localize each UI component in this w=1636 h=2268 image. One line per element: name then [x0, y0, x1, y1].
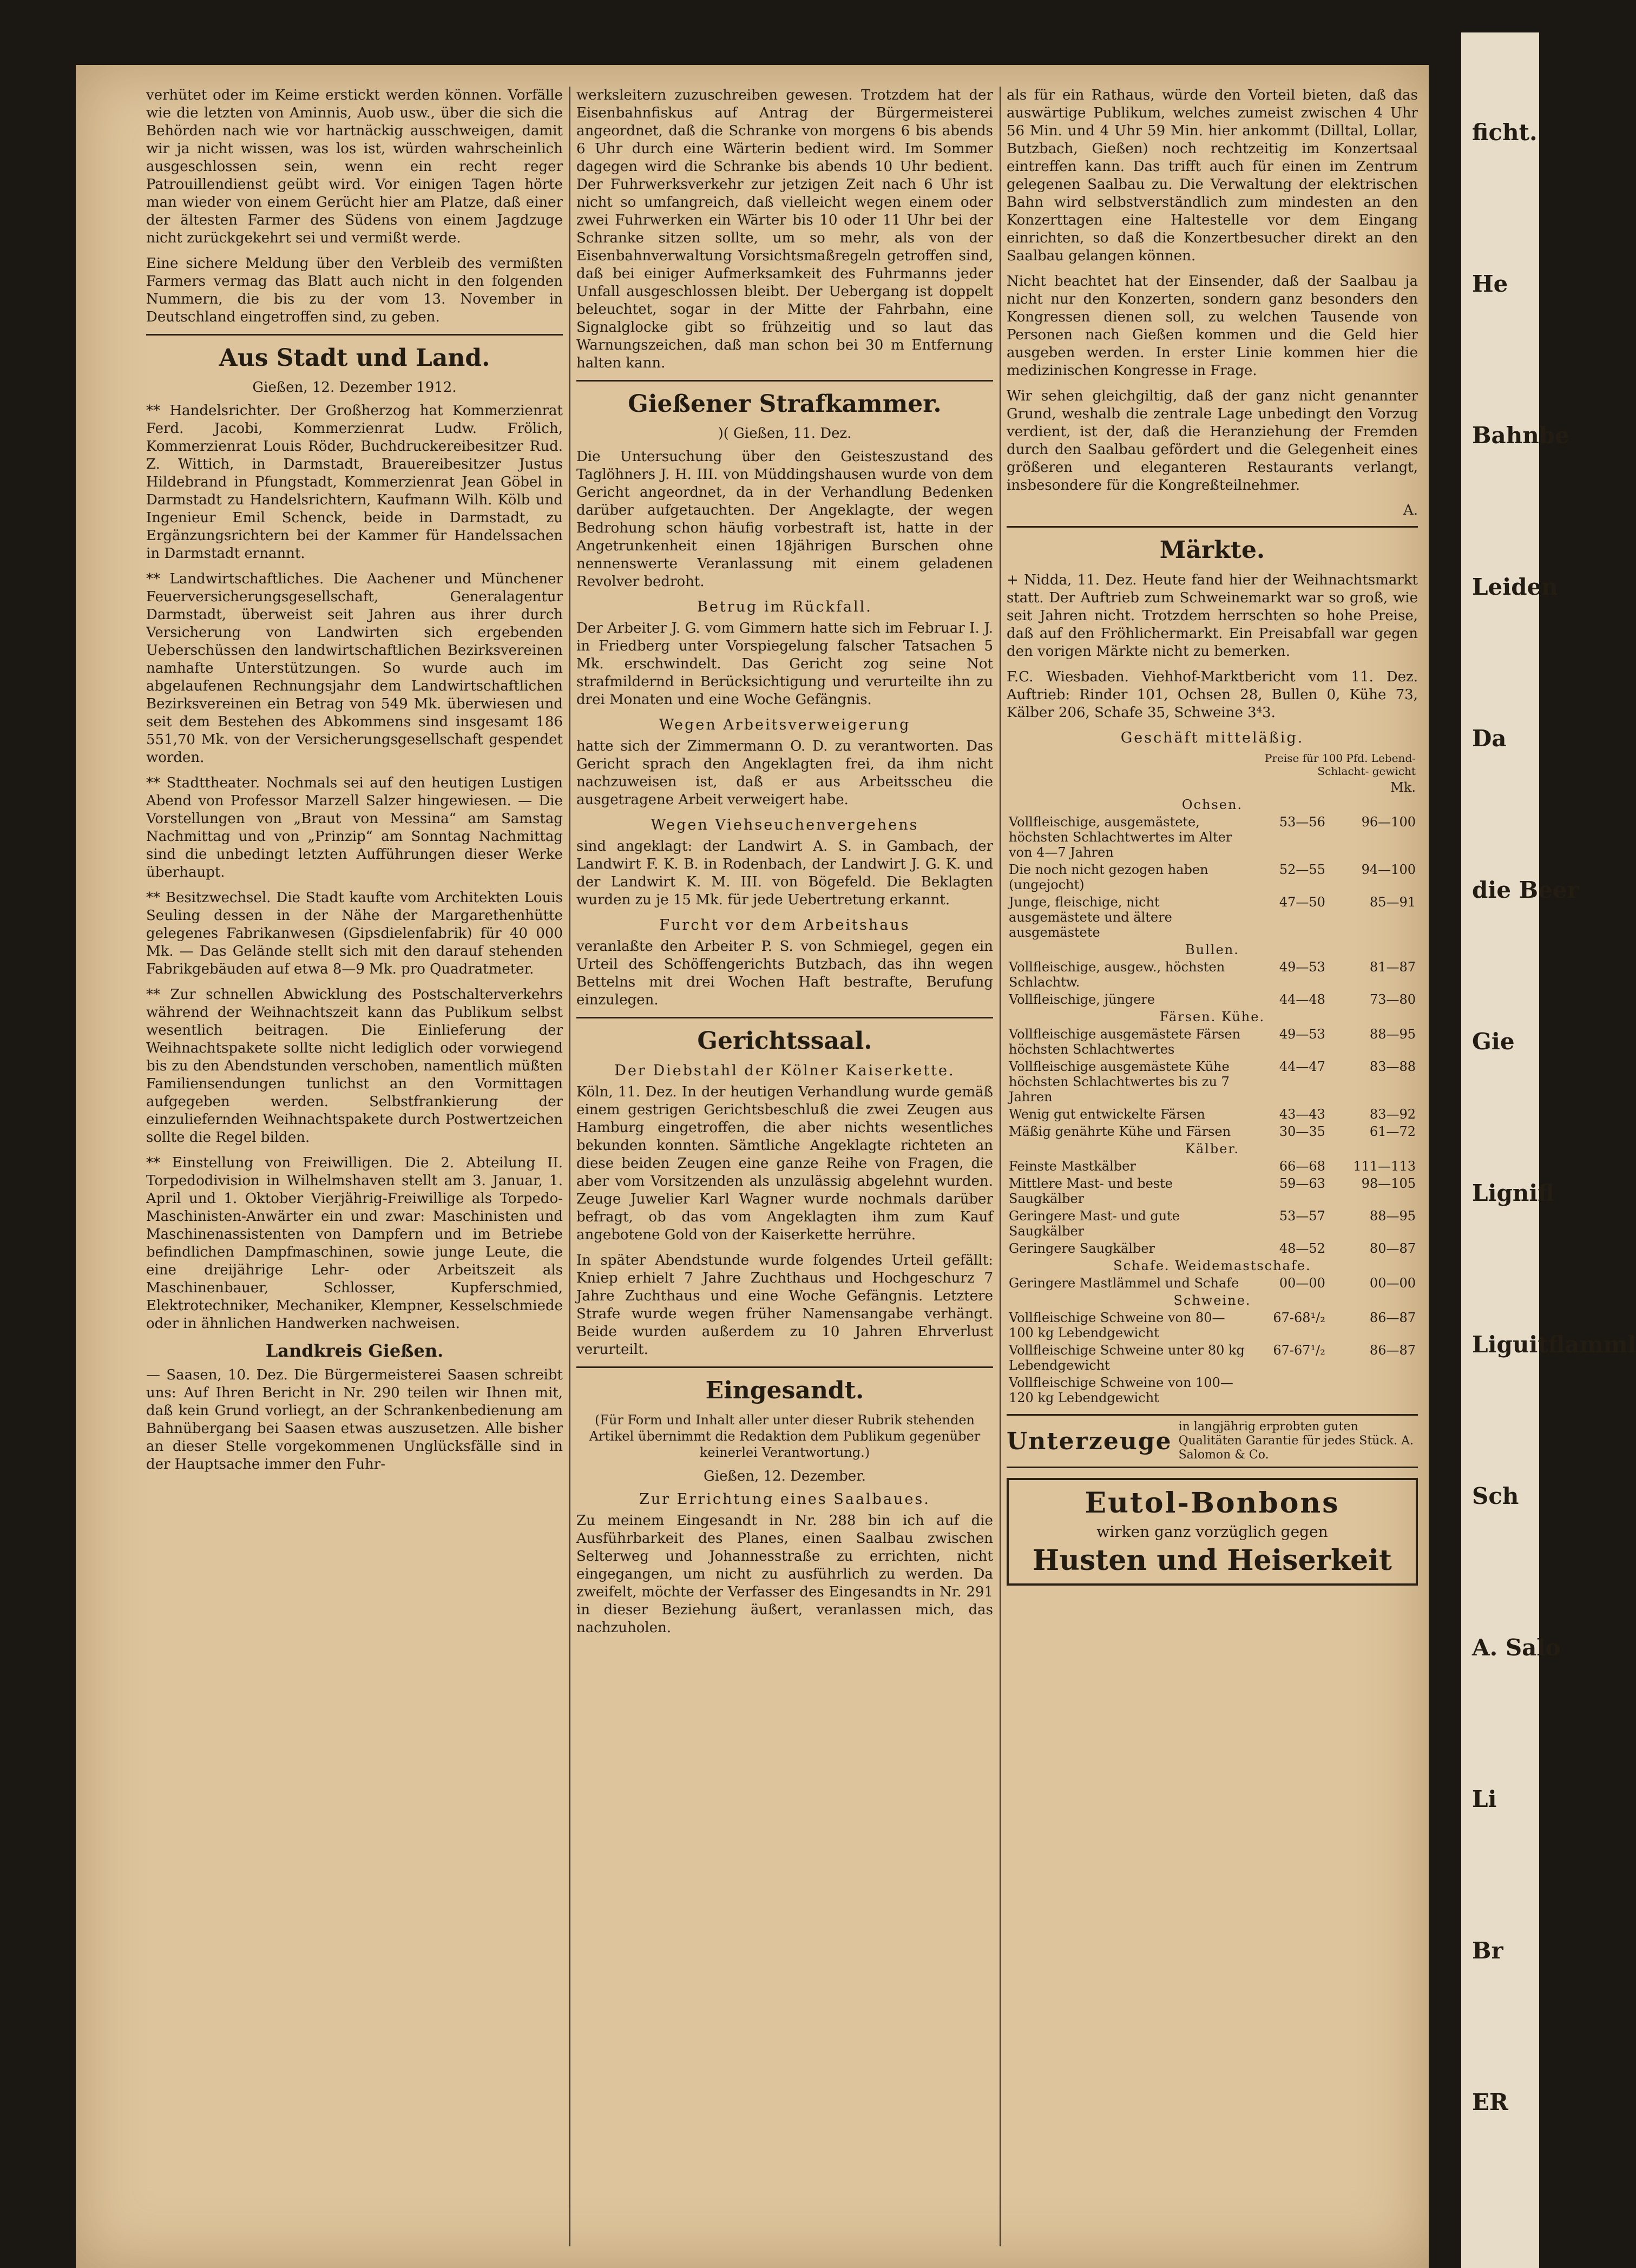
- table-cell-label: Geringere Mastlämmel und Schafe: [1009, 1276, 1239, 1291]
- case-heading: Wegen Viehseuchenvergehens: [651, 817, 919, 833]
- article-paragraph: ** Handelsrichter. Der Großherzog hat Kommerzienrat Ferd. Jacobi, Kommerzienrat Ludw. Frölich, Kommerzienrat Louis Röder, Buchdruckereibesitzer Rud. Z. Wittich, in Darmstadt, Brauereibesitzer Justus Hildebrand in Pfungstadt, Kommerzienrat Jean Göbel in Darmstadt zu Handelsrichtern, Kaufmann Wilh. Kölb und Ingenieur Emil Schenck, beide in Darmstadt, zu Ergänzungsrichtern bei der Kammer für Handelssachen in Darmstadt ernannt.: [146, 403, 563, 562]
- article-paragraph: verhütet oder im Keime erstickt werden können. Vorfälle wie die letzten von Aminnis, Auob usw., über die sich die Behörden nach wie vor hartnäckig ausschweigen, damit wir ja nicht wissen, was los ist, würden wahrscheinlich ausgeschlossen sein, wenn ein recht reger Patrouillendienst geübt wird. Vor einigen Tagen hörte man wieder von einem Gerücht hier am Platze, daß einer der ältesten Farmer des Südens von einem Jagdzuge nicht zurückgekehrt sei und vermißt werde.: [146, 87, 563, 246]
- table-cell-label: Vollfleischige Schweine von 100—120 kg Lebendgewicht: [1009, 1375, 1233, 1405]
- market-table-body: [1007, 796, 1418, 1406]
- article-paragraph: ** Besitzwechsel. Die Stadt kaufte vom Architekten Louis Seuling dessen in der Nähe der Margarethenhütte gelegenes Fabrikanwesen (Gipsdielenfabrik) für 40 000 Mk. — Das Gelände stellt sich mit den darauf stehenden Fabrikgebäuden auf etwa 8—9 Mk. pro Quadratmeter.: [146, 890, 563, 977]
- section-heading: Märkte.: [1159, 536, 1265, 564]
- table-cell-dead: 80—87: [1369, 1241, 1416, 1256]
- article-paragraph: ** Landwirtschaftliches. Die Aachener und Münchener Feuerversicherungsgesellschaft, Generalagentur Darmstadt, überweist seit Jahren aus ihrer durch Versicherung von Landwirten sich ergebenden Ueberschüssen den landwirtschaftlichen Bezirksvereinen namhafte Unterstützungen. So wurde auch im abgelaufenen Rechnungsjahr dem Landwirtschaftlichen Bezirksvereinen ein Betrag von 549 Mk. überwiesen und seit dem Bestehen des Abkommens sind insgesamt 186 551,70 Mk. von der Versicherungsgesellschaft gespendet worden.: [146, 571, 563, 766]
- table-cell-dead: 98—105: [1361, 1176, 1416, 1191]
- table-row: [1007, 1058, 1418, 1106]
- table-cell-dead: [1328, 1374, 1418, 1406]
- dateline: Gießen, 12. Dezember 1912.: [252, 379, 457, 396]
- table-header-price: Preise für 100 Pfd. Lebend- Schlacht- gewicht: [1264, 752, 1416, 778]
- ad-title: Eutol-Bonbons: [1085, 1487, 1340, 1520]
- table-cell-label: Geringere Mast- und gute Saugkälber: [1009, 1208, 1180, 1239]
- case-heading: Furcht vor dem Arbeitshaus: [659, 917, 910, 934]
- ad-line: wirken ganz vorzüglich gegen: [1096, 1523, 1328, 1541]
- table-cell-label: Feinste Mastkälber: [1009, 1159, 1136, 1174]
- table-row: [1007, 1240, 1418, 1257]
- section-rule: [576, 1366, 993, 1368]
- table-cell-dead: 86—87: [1369, 1343, 1416, 1358]
- table-cell-live: 53—56: [1279, 814, 1325, 830]
- section-rule: [1007, 526, 1418, 528]
- newspaper-page: [76, 65, 1429, 2268]
- section-rule: [576, 1017, 993, 1018]
- ad-headline: Husten und Heiserkeit: [1033, 1544, 1392, 1577]
- table-cell-live: 66—68: [1279, 1159, 1325, 1174]
- column-1: [146, 87, 563, 2246]
- article-paragraph: sind angeklagt: der Landwirt A. S. in Gambach, der Landwirt F. K. B. in Rodenbach, der Landwirt J. G. K. und der Landwirt K. M. III. von Bögefeld. Die Beklagten wurden zu je 15 Mk. für jede Uebertretung erkannt.: [576, 838, 993, 908]
- table-cell-label: Vollfleischige Schweine unter 80 kg Lebendgewicht: [1009, 1343, 1245, 1373]
- article-paragraph: ** Zur schnellen Abwicklung des Postschalterverkehrs während der Weihnachtszeit kann das Publikum selbst wesentlich beitragen. Die Einlieferung der Weihnachtspakete sollte nicht lediglich oder vorwiegend bis zu den Abendstunden verschoben, namentlich müßten Familiensendungen tunlichst an den Vormittagen aufgegeben werden. Selbstfrankierung der einzuliefernden Weihnachtspakete durch Postwertzeichen sollte die Regel bilden.: [146, 987, 563, 1146]
- article-paragraph: — Saasen, 10. Dez. Die Bürgermeisterei Saasen schreibt uns: Auf Ihren Bericht in Nr. 290 teilen wir Ihnen mit, daß kein Grund vorliegt, an der Schrankenbedienung am Bahnübergang bei Saasen etwas auszusetzen. Alle bisher an dieser Stelle vorgekommenen Unglücksfälle sind in der Hauptsache immer den Fuhr-: [146, 1367, 563, 1472]
- market-category: Färsen. Kühe.: [1159, 1009, 1265, 1024]
- table-cell-live: 30—35: [1279, 1124, 1325, 1139]
- table-cell-label: Mittlere Mast- und beste Saugkälber: [1009, 1176, 1173, 1206]
- column-rule: [1000, 87, 1001, 2246]
- table-header-unit: Mk.: [1390, 780, 1416, 795]
- table-cell-live: 00—00: [1279, 1276, 1325, 1291]
- table-row: [1007, 1309, 1418, 1342]
- table-cell-dead: 88—95: [1369, 1027, 1416, 1042]
- article-paragraph: Die Untersuchung über den Geisteszustand des Taglöhners J. H. III. von Müddingshausen wurde von dem Gericht angeordnet, da in der Verhandlung Bedenken darüber aufgetauchten. Der Angeklagte, der wegen Bedrohung schon häufig vorbestraft ist, hatte in der Angetrunkenheit einen 18jährigen Burschen ohne nennenswerte Veranlassung mit einem geladenen Revolver bedroht.: [576, 449, 993, 590]
- article-paragraph: F.C. Wiesbaden. Viehhof-Marktbericht vom 11. Dez. Auftrieb: Rinder 101, Ochsen 28, Bullen 0, Kühe 73, Kälber 206, Schafe 35, Schweine 3⁴3.: [1007, 669, 1418, 721]
- table-cell-label: Geringere Saugkälber: [1009, 1241, 1155, 1256]
- table-row: [1007, 1106, 1418, 1123]
- table-row: [1007, 861, 1418, 893]
- table-cell-dead: 111—113: [1353, 1159, 1416, 1174]
- adjacent-page-fragment: Li: [1472, 1786, 1497, 1812]
- table-cell-label: Vollfleischige, ausgemästete, höchsten Schlachtwertes im Alter von 4—7 Jahren: [1009, 814, 1232, 860]
- table-row: [1007, 991, 1418, 1008]
- case-heading: Betrug im Rückfall.: [697, 599, 872, 615]
- table-cell-label: Wenig gut entwickelte Färsen: [1009, 1107, 1205, 1122]
- adjacent-page-fragment: He: [1472, 271, 1508, 297]
- market-price-table: [1007, 751, 1418, 1406]
- market-category: Ochsen.: [1181, 797, 1243, 812]
- table-cell-dead: 88—95: [1369, 1208, 1416, 1224]
- adjacent-page-fragment: ER: [1472, 2089, 1508, 2115]
- section-heading: Aus Stadt und Land.: [219, 344, 490, 372]
- table-cell-dead: 94—100: [1361, 862, 1416, 877]
- table-row: [1007, 813, 1418, 861]
- column-2: [576, 87, 993, 2246]
- column-3: [1007, 87, 1418, 2246]
- table-cell-label: Die noch nicht gezogen haben (ungejocht): [1009, 862, 1208, 892]
- article-paragraph: Wir sehen gleichgiltig, daß der ganz nicht genannter Grund, weshalb die zentrale Lage unbedingt den Vorzug verdient, ist der, daß die Heranziehung der Fremden durch den Saalbau gefördert und die Gelegenheit eines größeren und eleganteren Restaurants verlangt, insbesondere für die Kongreßteilnehmer.: [1007, 388, 1418, 494]
- table-cell-dead: 61—72: [1369, 1124, 1416, 1139]
- table-cell-dead: 83—92: [1369, 1107, 1416, 1122]
- ad-unterzeuge: [1007, 1414, 1418, 1468]
- adjacent-page-fragment: Sch: [1472, 1483, 1519, 1509]
- table-cell-label: Mäßig genährte Kühe und Färsen: [1009, 1124, 1231, 1139]
- article-paragraph: Nicht beachtet hat der Einsender, daß der Saalbau ja nicht nur den Konzerten, sondern ganz besonders den Kongressen dienen soll, zu welchen Tausende von Personen nach Gießen kommen und die Geld hier ausgeben werden. In erster Linie kommen hier die medizinischen Kongresse in Frage.: [1007, 273, 1418, 379]
- table-cell-label: Vollfleischige, ausgew., höchsten Schlachtw.: [1009, 959, 1225, 990]
- dateline: Gießen, 12. Dezember.: [704, 1468, 866, 1484]
- table-cell-live: 44—48: [1279, 992, 1325, 1007]
- table-cell-dead: 96—100: [1361, 814, 1416, 830]
- dateline: )( Gießen, 11. Dez.: [718, 425, 852, 442]
- section-rule: [146, 334, 563, 336]
- table-cell-label: Vollfleischige ausgemästete Kühe höchsten Schlachtwertes bis zu 7 Jahren: [1009, 1059, 1230, 1105]
- article-paragraph: ** Einstellung von Freiwilligen. Die 2. Abteilung II. Torpedodivision in Wilhelmshaven stellt am 3. Januar, 1. April und 1. Oktober Vierjährig-Freiwillige als Torpedo-Maschinisten-Anwärter ein und zwar: Maschinisten und Maschinenassistenten von Dampfern und im Betriebe befindlichen Dampfmaschinen, sowie junge Leute, die eine dreijährige Lehr- oder Arbeitszeit als Maschinenbauer, Schlosser, Kupferschmied, Elektrotechniker, Mechaniker, Klempner, Kesselschmiede oder in ähnlichen Handwerken nachweisen.: [146, 1155, 563, 1332]
- subsection-heading: Landkreis Gießen.: [265, 1340, 444, 1361]
- market-category: Kälber.: [1185, 1141, 1239, 1156]
- table-header-label: [1007, 751, 1251, 779]
- signature: A.: [1403, 502, 1418, 518]
- table-row: [1007, 1175, 1418, 1207]
- adjacent-page-fragment: Da: [1472, 725, 1507, 752]
- table-cell-live: 52—55: [1279, 862, 1325, 877]
- table-cell-live: 49—53: [1279, 1027, 1325, 1042]
- table-cell-live: [1251, 1374, 1328, 1406]
- section-rule: [576, 380, 993, 382]
- article-paragraph: ** Stadttheater. Nochmals sei auf den heutigen Lustigen Abend von Professor Marzell Salzer hingewiesen. — Die Vorstellungen von „Braut von Messina“ am Samstag Nachmittag und von „Prinzip“ am Sonntag Nachmittag sind die unbedingt letzten Aufführungen dieser Werke überhaupt.: [146, 775, 563, 880]
- table-cell-dead: 83—88: [1369, 1059, 1416, 1074]
- ad-brand: Unterzeuge: [1007, 1427, 1172, 1455]
- adjacent-page-fragment: Br: [1472, 1937, 1503, 1964]
- adjacent-page-fragment: ficht.: [1472, 119, 1538, 146]
- ad-eutol-bonbons: [1007, 1478, 1418, 1586]
- section-heading: Eingesandt.: [705, 1377, 864, 1404]
- adjacent-page-fragment: A. Salo: [1472, 1634, 1561, 1661]
- table-cell-live: 67-67¹/₂: [1273, 1343, 1325, 1358]
- adjacent-page-fragment: Lignifl: [1472, 1180, 1554, 1206]
- table-cell-label: Junge, fleischige, nicht ausgemästete und ältere ausgemästete: [1009, 895, 1172, 940]
- article-paragraph: In später Abendstunde wurde folgendes Urteil gefällt: Kniep erhielt 7 Jahre Zuchthaus und Hochgeschurz 7 Jahre Zuchthaus und eine Woche Gefängnis. Letztere Strafe wurde wegen früher Namensangabe verhängt. Beide wurden außerdem zu 10 Jahren Ehrverlust verurteilt.: [576, 1252, 993, 1358]
- editorial-note: (Für Form und Inhalt aller unter dieser Rubrik stehenden Artikel übernimmt die Redaktion dem Publikum gegenüber keinerlei Verantwortung.): [589, 1412, 981, 1460]
- market-category: Schafe. Weidemastschafe.: [1113, 1258, 1311, 1273]
- table-row: [1007, 1123, 1418, 1140]
- adjacent-page-fragment: Liguitflamml: [1472, 1331, 1636, 1358]
- table-cell-live: 48—52: [1279, 1241, 1325, 1256]
- adjacent-page-fragment: Bahnbe: [1472, 422, 1569, 449]
- table-row: [1007, 1342, 1418, 1374]
- table-row: [1007, 1158, 1418, 1175]
- adjacent-page-fragment: Gie: [1472, 1028, 1515, 1055]
- article-paragraph: als für ein Rathaus, würde den Vorteil bieten, daß das auswärtige Publikum, welches zumeist zwischen 4 Uhr 56 Min. und 4 Uhr 59 Min. hier ankommt (Dilltal, Lollar, Butzbach, Gießen) noch rechtzeitig im Konzertsaal eintreffen kann. Das trifft auch für einen im Zentrum gelegenen Saalbau zu. Die Verwaltung der elektrischen Bahn wird selbstverständlich zum mindesten an den Konzerttagen eine Haltestelle vor dem Eingang einrichten, so daß die Konzertbesucher direkt an den Saalbau gelangen können.: [1007, 87, 1418, 264]
- table-cell-dead: 73—80: [1369, 992, 1416, 1007]
- table-row: [1007, 1025, 1418, 1058]
- table-cell-label: Vollfleischige Schweine von 80—100 kg Lebendgewicht: [1009, 1310, 1225, 1340]
- case-heading: Zur Errichtung eines Saalbaues.: [639, 1491, 930, 1508]
- article-paragraph: Köln, 11. Dez. In der heutigen Verhandlung wurde gemäß einem gestrigen Gerichtsbeschluß die zwei Zeugen aus Hamburg eingetroffen, die aber nichts wesentliches bekunden konnten. Sämtliche Angeklagte richteten an diese beiden Zeugen eine ganze Reihe von Fragen, die aber vom Vorsitzenden als unzulässig abgelehnt wurden. Zeuge Juwelier Karl Wagner wurde nochmals darüber befragt, ob das vom Angeklagten ihm zum Kauf angebotene Gold von der Kaiserkette herrühre.: [576, 1084, 993, 1243]
- article-paragraph: Zu meinem Eingesandt in Nr. 288 bin ich auf die Ausführbarkeit des Planes, einen Saalbau zwischen Selterweg und Johannesstraße zu errichten, nicht eingegangen, um nicht zu ausführlich zu werden. Da zweifelt, möchte der Verfasser des Eingesandts in Nr. 291 in dieser Beziehung äußert, veranlassen mich, das nachzuholen.: [576, 1513, 993, 1636]
- ad-description: in langjährig erprobten guten Qualitäten Garantie für jedes Stück. A. Salomon & Co.: [1178, 1420, 1414, 1462]
- article-paragraph: hatte sich der Zimmermann O. D. zu verantworten. Das Gericht sprach den Angeklagten frei, da ihm nicht nachzuweisen ist, daß er aus Arbeitsscheu die ausgetragene Arbeit verweigert habe.: [576, 738, 993, 808]
- adjacent-page-fragment: die Beer: [1472, 877, 1579, 903]
- table-cell-dead: 81—87: [1369, 959, 1416, 975]
- adjacent-page-fragment: Leiden: [1472, 574, 1558, 600]
- article-paragraph: Eine sichere Meldung über den Verbleib des vermißten Farmers vermag das Blatt auch nicht in den folgenden Nummern, die bis zu der vom 13. November in Deutschland eingetroffen sind, zu geben.: [146, 255, 563, 325]
- article-paragraph: + Nidda, 11. Dez. Heute fand hier der Weihnachtsmarkt statt. Der Auftrieb zum Schweinemarkt war so groß, wie seit Jahren nicht. Trotzdem herrschten so hohe Preise, daß auf den Fröhlichermarkt. Ein Preisabfall war gegen den vorigen Märkte nicht zu bemerken.: [1007, 572, 1418, 660]
- article-paragraph: veranlaßte den Arbeiter P. S. von Schmiegel, gegen ein Urteil des Schöffengerichts Butzbach, das ihn wegen Bettelns mit drei Wochen Haft bestrafte, Berufung einzulegen.: [576, 938, 993, 1008]
- table-cell-live: 53—57: [1279, 1208, 1325, 1224]
- table-cell-label: Vollfleischige ausgemästete Färsen höchsten Schlachtwertes: [1009, 1027, 1241, 1057]
- market-category: Schweine.: [1173, 1293, 1251, 1308]
- table-cell-live: 59—63: [1279, 1176, 1325, 1191]
- section-heading: Gerichtssaal.: [697, 1027, 872, 1055]
- article-paragraph: Der Arbeiter J. G. vom Gimmern hatte sich im Februar I. J. in Friedberg unter Vorspiegelung falscher Tatsachen 5 Mk. erschwindelt. Das Gericht zog seine Not strafmildernd in Berücksichtigung und verurteilte ihn zu drei Monaten und eine Woche Gefängnis.: [576, 620, 993, 708]
- table-cell-live: 43—43: [1279, 1107, 1325, 1122]
- table-cell-dead: 00—00: [1369, 1276, 1416, 1291]
- table-cell-live: 49—53: [1279, 959, 1325, 975]
- table-cell-label: Vollfleischige, jüngere: [1009, 992, 1155, 1007]
- case-heading: Der Diebstahl der Kölner Kaiserkette.: [614, 1062, 955, 1079]
- case-heading: Wegen Arbeitsverweigerung: [659, 716, 911, 733]
- table-row: [1007, 1274, 1418, 1292]
- table-cell-live: 44—47: [1279, 1059, 1325, 1074]
- table-cell-dead: 85—91: [1369, 895, 1416, 910]
- table-cell-live: 47—50: [1279, 895, 1325, 910]
- column-rule: [569, 87, 570, 2246]
- section-heading: Gießener Strafkammer.: [628, 390, 942, 418]
- table-row: [1007, 1374, 1418, 1406]
- table-row: [1007, 893, 1418, 941]
- table-row: [1007, 958, 1418, 991]
- table-cell-dead: 86—87: [1369, 1310, 1416, 1325]
- table-cell-live: 67-68¹/₂: [1273, 1310, 1325, 1325]
- market-note: Geschäft mitteläßig.: [1120, 729, 1304, 746]
- article-paragraph: werksleitern zuzuschreiben gewesen. Trotzdem hat der Eisenbahnfiskus auf Antrag der Bürgermeisterei angeordnet, daß die Schranke von morgens 6 bis abends 6 Uhr durch eine Wärterin bedient wird. Im Sommer dagegen wird die Schranke bis abends 10 Uhr bedient. Der Fuhrwerksverkehr zur jetzigen Zeit nach 6 Uhr ist nicht so umfangreich, daß vielleicht wegen einem oder zwei Fuhrwerken ein Wärter bis 10 oder 11 Uhr bei der Schranke sitzen sollte, um so mehr, als von der Eisenbahnverwaltung Vorsichtsmaßregeln getroffen sind, daß bei einiger Aufmerksamkeit des Fuhrmanns jeder Unfall ausgeschlossen bleibt. Der Uebergang ist doppelt beleuchtet, sogar in der Mitte der Fahrbahn, eine Signalglocke gibt so frühzeitig und so laut das Warnungszeichen, daß man schon bei 30 m Entfernung halten kann.: [576, 87, 993, 371]
- table-row: [1007, 1207, 1418, 1240]
- adjacent-page-edge: [1461, 32, 1636, 2268]
- market-category: Bullen.: [1185, 942, 1239, 957]
